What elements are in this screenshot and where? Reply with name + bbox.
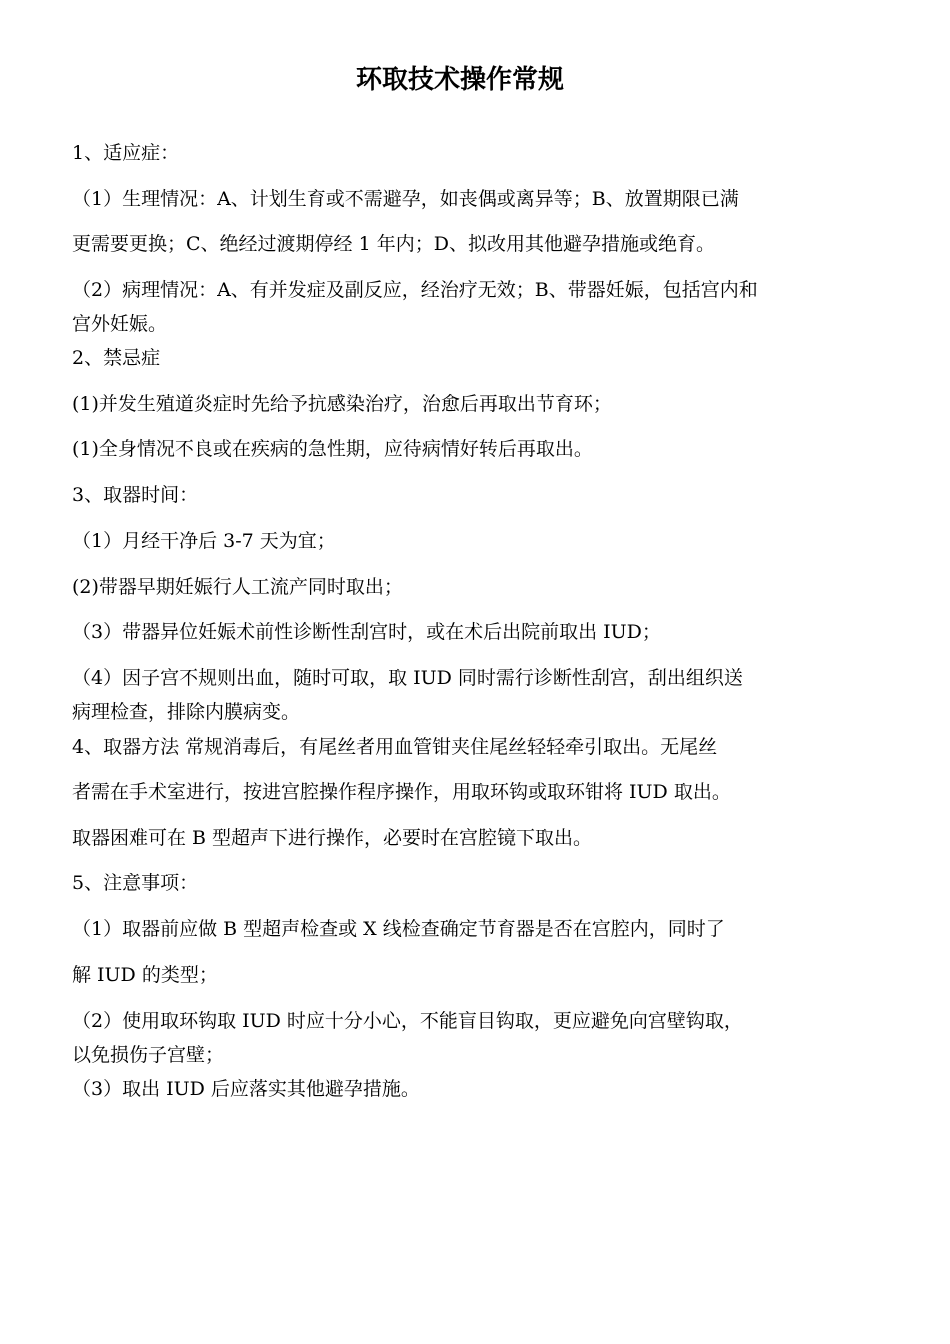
- paragraph-line: 者需在手术室进行，按进宫腔操作程序操作，用取环钩或取环钳将 IUD 取出。: [72, 781, 731, 803]
- paragraph-line: （1）月经干净后 3-7 天为宜；: [72, 530, 336, 552]
- paragraph-line: 以免损伤子宫壁；: [72, 1044, 225, 1066]
- paragraph-line: 病理检查，排除内膜病变。: [72, 701, 301, 723]
- paragraph-line: 宫外妊娠。: [72, 313, 168, 335]
- document-title: 环取技术操作常规: [355, 65, 564, 95]
- paragraph-line: (2)带器早期妊娠行人工流产同时取出；: [72, 576, 403, 598]
- paragraph-line: 解 IUD 的类型；: [72, 964, 218, 986]
- paragraph-line: （2）使用取环钩取 IUD 时应十分小心，不能盲目钩取，更应避免向宫壁钩取，: [72, 1010, 743, 1032]
- heading-removal-method: 4、取器方法 常规消毒后，有尾丝者用血管钳夹住尾丝轻轻牵引取出。无尾丝: [72, 736, 718, 758]
- paragraph-line: （4）因子宫不规则出血，随时可取，取 IUD 同时需行诊断性刮宫，刮出组织送: [72, 667, 743, 689]
- paragraph-line: （3）带器异位妊娠术前性诊断性刮宫时，或在术后出院前取出 IUD；: [72, 621, 661, 643]
- paragraph-line: （3）取出 IUD 后应落实其他避孕措施。: [72, 1078, 420, 1100]
- paragraph-line: 取器困难可在 B 型超声下进行操作，必要时在宫腔镜下取出。: [72, 827, 593, 849]
- paragraph-line: (1)并发生殖道炎症时先给予抗感染治疗，治愈后再取出节育环；: [72, 393, 612, 415]
- heading-indications: 1、适应症：: [72, 142, 180, 164]
- paragraph-line: （1）取器前应做 B 型超声检查或 X 线检查确定节育器是否在宫腔内，同时了: [72, 918, 725, 940]
- heading-contraindications: 2、禁忌症: [72, 347, 161, 369]
- paragraph-line: (1)全身情况不良或在疾病的急性期，应待病情好转后再取出。: [72, 438, 593, 460]
- paragraph-line: （2）病理情况：A、有并发症及副反应，经治疗无效；B、带器妊娠，包括宫内和: [72, 279, 758, 301]
- paragraph-line: （1）生理情况：A、计划生育或不需避孕，如丧偶或离异等；B、放置期限已满: [72, 188, 739, 210]
- heading-precautions: 5、注意事项：: [72, 872, 199, 894]
- paragraph-line: 更需要更换；C、绝经过渡期停经 1 年内；D、拟改用其他避孕措施或绝育。: [72, 233, 715, 255]
- heading-removal-time: 3、取器时间：: [72, 484, 199, 506]
